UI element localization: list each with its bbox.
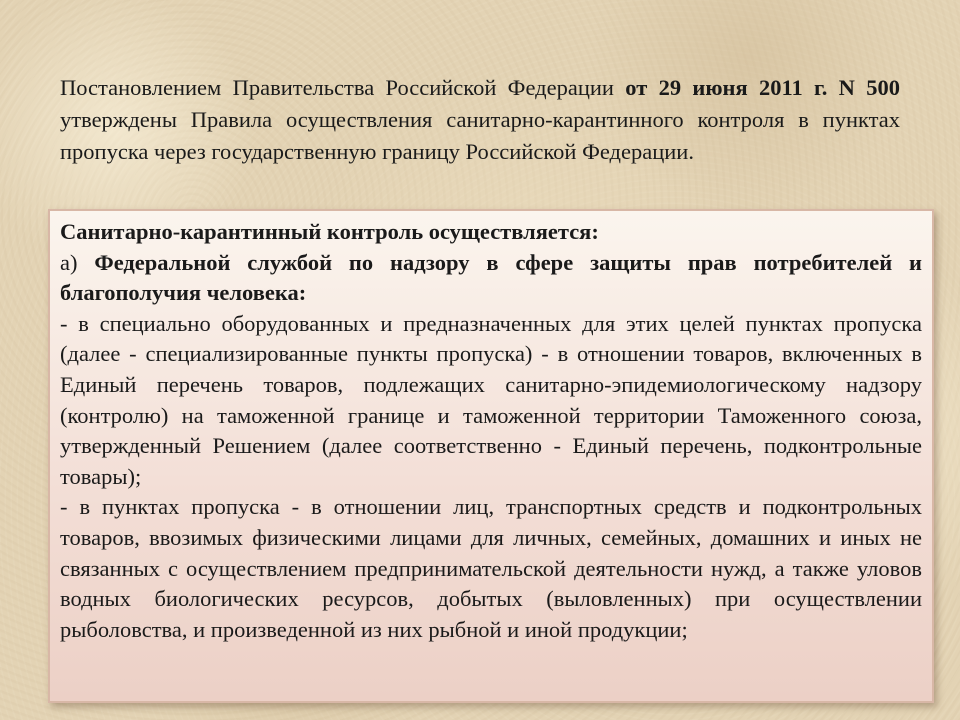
intro-text-start: Постановлением Правительства Российской Федерации — [60, 75, 626, 100]
item-a — [60, 248, 922, 309]
intro-text-end: утверждены Правила осуществления санитарно-карантинного контроля в пунктах пропуска через государственную границу Российской Федерации. — [60, 107, 900, 164]
intro-paragraph — [60, 72, 900, 168]
paragraph-checkpoints: - в пунктах пропуска - в отношении лиц, транспортных средств и подконтрольных товаров, ввозимых физическими лицами для личных, семейных, домашних и иных не связанных с осуществлением предпринимательской деятельности нужд, а также уловов водных биологических ресурсов, добытых (выловленных) при осуществлении рыболовства, и произведенной из них рыбной и иной продукции; — [60, 494, 922, 642]
content-box — [48, 209, 934, 703]
paragraph-specialized-checkpoints: - в специально оборудованных и предназначенных для этих целей пунктах пропуска (далее - специализированные пункты пропуска) - в отношении товаров, включенных в Единый перечень товаров, подлежащих санитарно-эпидемиологическому надзору (контролю) на таможенной границе и таможенной территории Таможенного союза, утвержденный Решением (далее соответственно - Единый перечень, подконтрольные товары); — [60, 310, 922, 489]
item-a-agency: Федеральной службой по надзору в сфере защиты прав потребителей и благополучия человека: — [60, 249, 923, 306]
box-heading: Санитарно-карантинный контроль осуществляется: — [60, 219, 599, 244]
intro-decree-reference: от 29 июня 2011 г. N 500 — [625, 75, 900, 100]
item-a-prefix: а) — [60, 249, 95, 275]
